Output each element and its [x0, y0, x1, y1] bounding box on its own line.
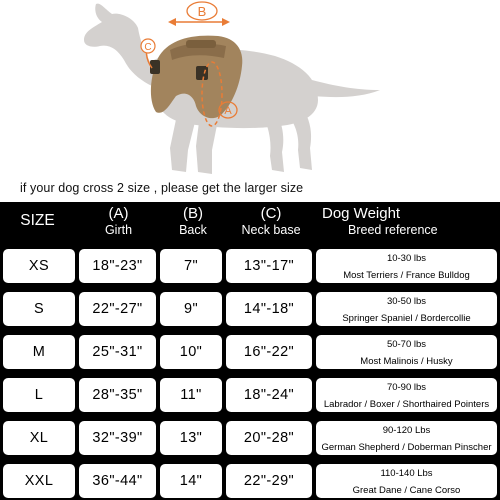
girth-cell: 25"-31"	[79, 335, 156, 369]
weight-range: 50-70 lbs	[386, 339, 427, 350]
dog-front-leg-2	[196, 114, 218, 174]
harness-buckle	[196, 66, 208, 80]
label-a: A	[224, 105, 232, 117]
header-neck-label: Neck base	[241, 223, 301, 237]
harness-handle	[186, 40, 216, 48]
weight-cell	[316, 421, 497, 455]
size-cell: S	[3, 292, 75, 326]
size-cell: XL	[3, 421, 75, 455]
weight-cell	[316, 292, 497, 326]
header-back	[162, 202, 224, 242]
weight-range: 90-120 Lbs	[382, 425, 431, 436]
weight-cell	[316, 249, 497, 283]
girth-cell: 36"-44"	[79, 464, 156, 498]
header-neck	[224, 202, 318, 242]
neck-cell: 20"-28"	[226, 421, 312, 455]
weight-range: 10-30 lbs	[386, 253, 427, 264]
label-b: B	[197, 4, 207, 19]
girth-cell: 22"-27"	[79, 292, 156, 326]
weight-cell	[316, 464, 497, 498]
header-back-letter: (B)	[183, 205, 203, 222]
header-girth	[75, 202, 162, 242]
breed-reference: Most Terriers / France Bulldog	[343, 270, 470, 281]
girth-cell: 32"-39"	[79, 421, 156, 455]
header-neck-letter: (C)	[260, 205, 282, 222]
back-arrow-left-head	[168, 18, 176, 26]
weight-range: 70-90 lbs	[386, 382, 427, 393]
header-weight-label: Dog Weight	[322, 205, 401, 222]
header-weight	[318, 202, 500, 242]
header-girth-label: Girth	[104, 223, 133, 237]
header-size	[0, 202, 75, 242]
size-cell: M	[3, 335, 75, 369]
label-c: C	[144, 42, 152, 53]
back-cell: 13"	[160, 421, 222, 455]
breed-reference: Great Dane / Cane Corso	[352, 485, 461, 496]
dog-tail	[312, 80, 380, 97]
neck-cell: 16"-22"	[226, 335, 312, 369]
girth-cell: 18"-23"	[79, 249, 156, 283]
breed-reference: Springer Spaniel / Bordercollie	[342, 313, 471, 324]
size-cell: XXL	[3, 464, 75, 498]
weight-range: 110-140 Lbs	[380, 468, 433, 479]
neck-cell: 14"-18"	[226, 292, 312, 326]
neck-cell: 22"-29"	[226, 464, 312, 498]
breed-reference: Labrador / Boxer / Shorthaired Pointers	[323, 399, 490, 410]
back-cell: 10"	[160, 335, 222, 369]
weight-cell	[316, 335, 497, 369]
back-arrow-right-head	[222, 18, 230, 26]
size-cell: XS	[3, 249, 75, 283]
header-size-label: SIZE	[20, 212, 55, 229]
weight-range: 30-50 lbs	[386, 296, 427, 307]
header-breed-label: Breed reference	[348, 223, 438, 237]
breed-reference: German Shepherd / Doberman Pinscher	[321, 442, 492, 453]
size-chart-table	[0, 202, 500, 500]
header-back-label: Back	[179, 223, 207, 237]
neck-cell: 13"-17"	[226, 249, 312, 283]
back-cell: 14"	[160, 464, 222, 498]
size-advice-note: if your dog cross 2 size , please get the larger size	[20, 181, 304, 195]
header-girth-letter: (A)	[108, 205, 129, 222]
breed-reference: Most Malinois / Husky	[360, 356, 453, 367]
back-cell: 7"	[160, 249, 222, 283]
dog-harness-illustration	[0, 0, 500, 180]
size-cell: L	[3, 378, 75, 412]
back-cell: 9"	[160, 292, 222, 326]
neck-cell: 18"-24"	[226, 378, 312, 412]
girth-cell: 28"-35"	[79, 378, 156, 412]
back-cell: 11"	[160, 378, 222, 412]
weight-cell	[316, 378, 497, 412]
